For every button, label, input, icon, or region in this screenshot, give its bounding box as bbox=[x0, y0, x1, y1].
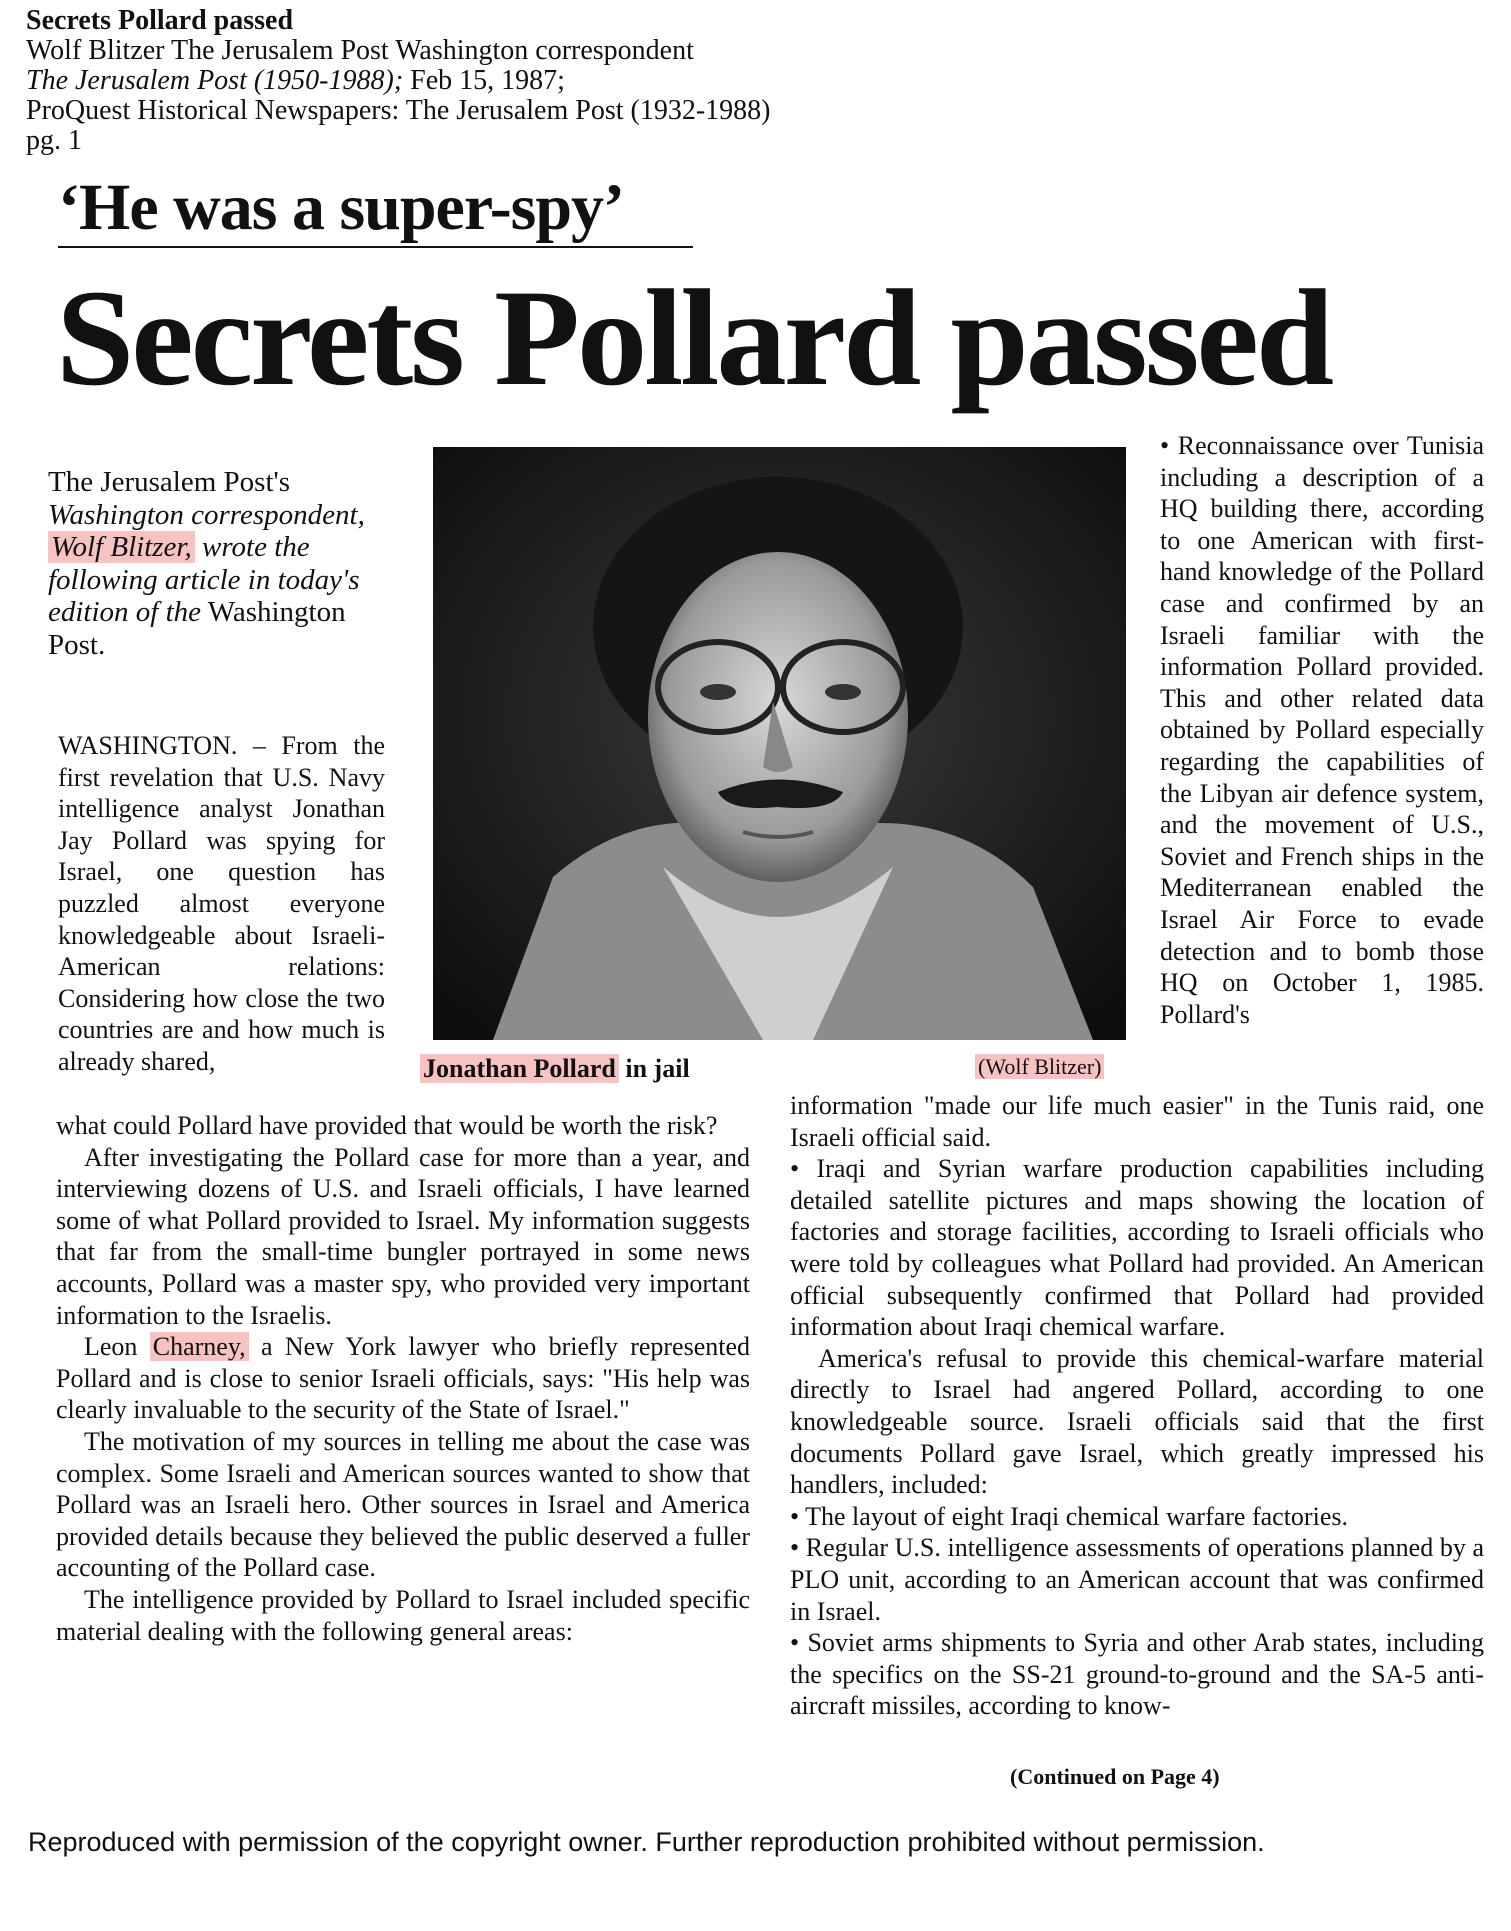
right-wide-column bbox=[790, 1090, 1484, 1722]
left-narrow-column bbox=[58, 730, 385, 1078]
intro-text-1: The Jerusalem Post's bbox=[48, 466, 291, 498]
right-narrow-column bbox=[1160, 430, 1484, 1030]
bullet-tunisia: • Reconnaissance over Tunisia including a description of a HQ building there, according to one American with first-hand knowledge of the Pollard case and confirmed by an Israeli familiar with the information Pollard provided. This and other related data obtained by Pollard especially regarding the capabilities of the Libyan air defence system, and the movement of U.S., Soviet and French ships in the Mediterranean enabled the Israel Air Force to evade detection and to bomb those HQ on October 1, 1985. Pollard's bbox=[1160, 431, 1484, 1029]
caption-text: in jail bbox=[618, 1054, 690, 1083]
highlight-caption-name: Jonathan Pollard bbox=[420, 1054, 619, 1083]
citation-page: pg. 1 bbox=[26, 125, 82, 156]
paragraph: America's refusal to provide this chemical-warfare material directly to Israel had angered Pollard, according to one knowledgeable source. Israeli officials said that the first documents Pollard gave Israel, which greatly impressed his handlers, included: bbox=[790, 1343, 1484, 1500]
paragraph: what could Pollard have provided that would be worth the risk? bbox=[56, 1111, 718, 1140]
paragraph-charney bbox=[56, 1331, 750, 1426]
citation-date: Feb 15, 1987; bbox=[403, 65, 565, 96]
kicker-headline: ‘He was a super-spy’ bbox=[58, 171, 625, 244]
paragraph-text: a New York lawyer who briefly represented Pollard and is close to senior Israeli officials, says: "His help was clearly invaluable to the security of the State of Israel." bbox=[56, 1332, 751, 1425]
citation-byline: Wolf Blitzer The Jerusalem Post Washington correspondent bbox=[26, 35, 694, 66]
citation-block bbox=[26, 6, 770, 156]
editor-note bbox=[48, 466, 386, 661]
bullet-plo: • Regular U.S. intelligence assessments of operations planned by a PLO unit, according to an American account that was confirmed in Israel. bbox=[790, 1533, 1484, 1626]
left-wide-column bbox=[56, 1110, 750, 1647]
paragraph: The motivation of my sources in telling me about the case was complex. Some Israeli and American sources wanted to show that Pollard was an Israeli hero. Other sources in Israel and America provided details because they believed the public deserved a fuller accounting of the Pollard case. bbox=[56, 1426, 750, 1583]
kicker-rule bbox=[58, 246, 693, 248]
intro-text-2: Washington correspondent, bbox=[48, 498, 365, 531]
highlight-charney: Charney, bbox=[150, 1332, 249, 1361]
paragraph: After investigating the Pollard case for more than a year, and interviewing dozens of U.S. and Israeli officials, I have learned some of what Pollard provided to Israel. My information suggests that far from the small-time bungler portrayed in some news accounts, Pollard was a master spy, who provided very important information to the Israelis. bbox=[56, 1142, 750, 1330]
intro-text-3: wrote the following article in today's edition of bbox=[48, 531, 360, 628]
paragraph: information "made our life much easier" in the Tunis raid, one Israeli official said. bbox=[790, 1091, 1484, 1152]
intro-text-4: the bbox=[165, 596, 202, 628]
highlight-photo-credit: (Wolf Blitzer) bbox=[975, 1054, 1104, 1079]
bullet-soviet: • Soviet arms shipments to Syria and other Arab states, including the specifics on the SS-21 ground-to-ground and the SA-5 anti-aircraft missiles, according to know- bbox=[790, 1628, 1484, 1721]
bullet-iraqi-syrian: • Iraqi and Syrian warfare production capabilities including detailed satellite pictures and maps showing the location of factories and storage facilities, according to Israeli officials who were told by colleagues what Pollard had provided. An American official subsequently confirmed that Pollard had provided information about Iraqi chemical warfare. bbox=[790, 1154, 1484, 1342]
highlight-author-name: Wolf Blitzer, bbox=[48, 531, 195, 563]
continued-note: (Continued on Page 4) bbox=[1010, 1764, 1220, 1789]
citation-source bbox=[26, 66, 770, 96]
dateline-paragraph: WASHINGTON. – From the first revelation that U.S. Navy intelligence analyst Jonathan Jay Pollard was spying for Israel, one question has puzzled almost everyone knowledgeable about Israeli-American relations: Considering how close the two countries are and how much is already shared, bbox=[58, 731, 385, 1076]
citation-source-name: The Jerusalem Post (1950-1988); bbox=[26, 65, 404, 96]
paragraph-text: Leon bbox=[84, 1332, 150, 1362]
citation-title: Secrets Pollard passed bbox=[26, 5, 294, 36]
bullet-layout: • The layout of eight Iraqi chemical warfare factories. bbox=[790, 1501, 1348, 1531]
paragraph: The intelligence provided by Pollard to Israel included specific material dealing with the following general areas: bbox=[56, 1584, 750, 1646]
citation-database: ProQuest Historical Newspapers: The Jerusalem Post (1932-1988) bbox=[26, 95, 771, 126]
pollard-photo bbox=[433, 447, 1126, 1040]
photo-credit bbox=[975, 1054, 1104, 1080]
main-headline: Secrets Pollard passed bbox=[56, 261, 1332, 414]
portrait-illustration bbox=[433, 447, 1126, 1040]
intro-text-5: Washington Post. bbox=[48, 596, 346, 661]
copyright-footer: Reproduced with permission of the copyright owner. Further reproduction prohibited without permission. bbox=[28, 1827, 1265, 1857]
photo-caption bbox=[420, 1054, 690, 1084]
